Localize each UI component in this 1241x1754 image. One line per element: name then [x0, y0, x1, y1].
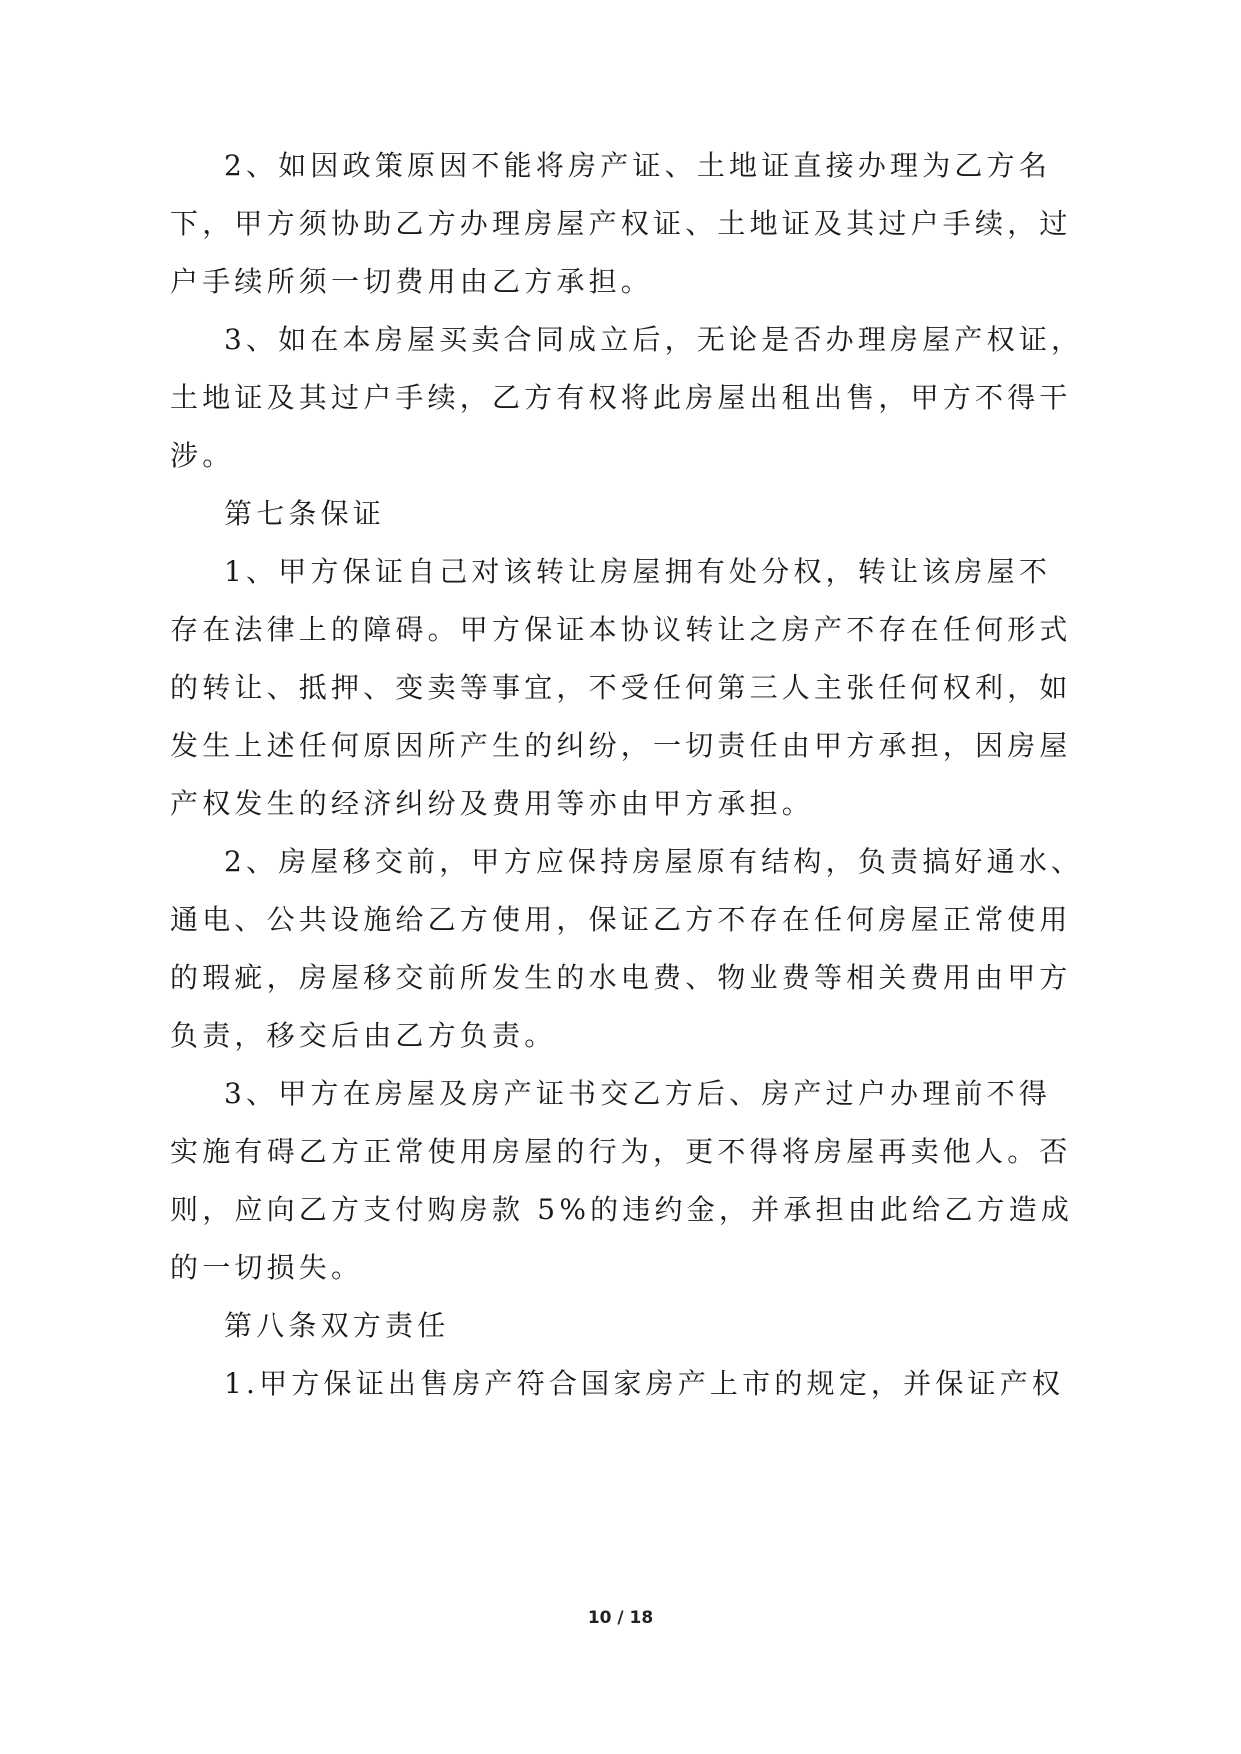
page-number: 10 / 18 — [587, 1608, 654, 1628]
text-line: 1.甲方保证出售房产符合国家房产上市的规定，并保证产权 — [224, 1367, 1065, 1400]
section-heading: 第七条保证 — [224, 497, 386, 530]
text-line: 2、如因政策原因不能将房产证、土地证直接办理为乙方名 — [224, 149, 1052, 182]
text-line: 的瑕疵，房屋移交前所发生的水电费、物业费等相关费用由甲方 — [170, 961, 1072, 994]
section-heading: 第八条双方责任 — [224, 1309, 450, 1342]
text-line: 产权发生的经济纠纷及费用等亦由甲方承担。 — [170, 787, 815, 820]
text-line: 的一切损失。 — [170, 1251, 364, 1284]
text-line: 则，应向乙方支付购房款 5%的违约金，并承担由此给乙方造成 — [170, 1193, 1074, 1226]
text-line: 存在法律上的障碍。甲方保证本协议转让之房产不存在任何形式 — [170, 613, 1072, 646]
text-line: 户手续所须一切费用由乙方承担。 — [170, 265, 654, 298]
text-line: 2、房屋移交前，甲方应保持房屋原有结构，负责搞好通水、 — [224, 845, 1084, 878]
text-line: 1、甲方保证自己对该转让房屋拥有处分权，转让该房屋不 — [224, 555, 1052, 588]
text-line: 的转让、抵押、变卖等事宜，不受任何第三人主张任何权利，如 — [170, 671, 1072, 704]
text-line: 土地证及其过户手续，乙方有权将此房屋出租出售，甲方不得干 — [170, 381, 1072, 414]
text-line: 3、甲方在房屋及房产证书交乙方后、房产过户办理前不得 — [224, 1077, 1052, 1110]
text-line: 发生上述任何原因所产生的纠纷，一切责任由甲方承担，因房屋 — [170, 729, 1072, 762]
text-line: 3、如在本房屋买卖合同成立后，无论是否办理房屋产权证， — [224, 323, 1084, 356]
text-line: 下，甲方须协助乙方办理房屋产权证、土地证及其过户手续，过 — [170, 207, 1072, 240]
text-line: 实施有碍乙方正常使用房屋的行为，更不得将房屋再卖他人。否 — [170, 1135, 1072, 1168]
text-line: 通电、公共设施给乙方使用，保证乙方不存在任何房屋正常使用 — [170, 903, 1072, 936]
text-line: 负责，移交后由乙方负责。 — [170, 1019, 557, 1052]
text-line: 涉。 — [170, 439, 235, 472]
